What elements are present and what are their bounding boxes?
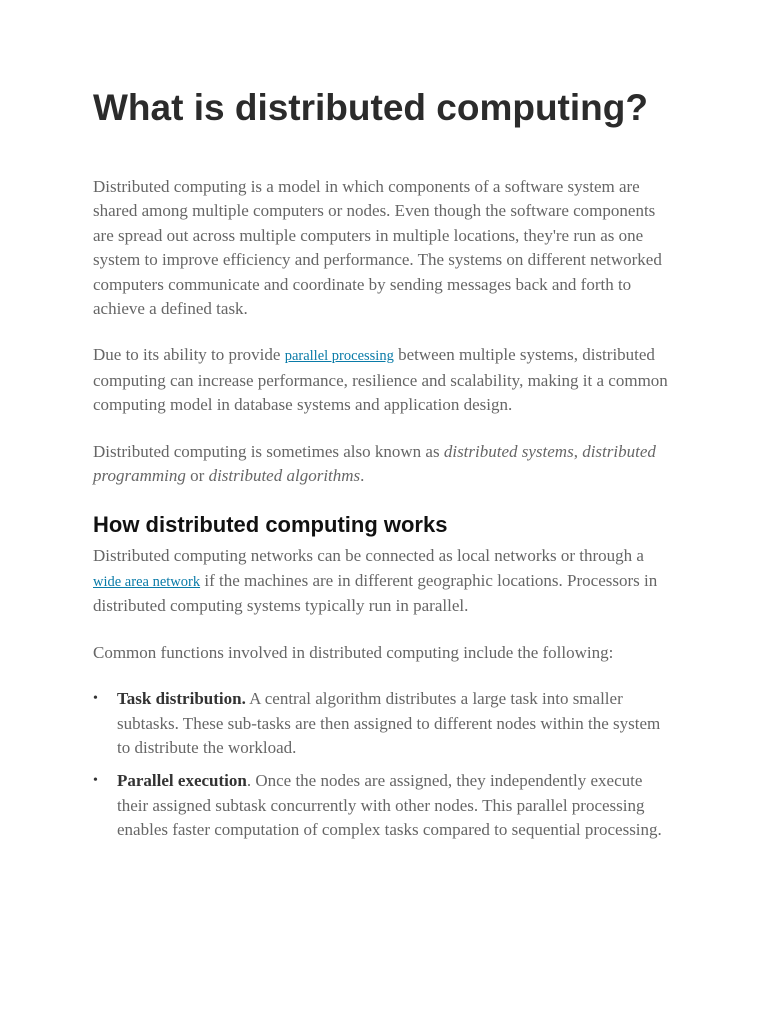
bullet-icon: • (93, 773, 98, 789)
paragraph-text: Distributed computing is sometimes also known as (93, 441, 444, 461)
term-distributed-systems: distributed systems (443, 441, 574, 461)
intro-paragraph: Distributed computing is a model in which components of a software system are shared among multiple computers or nodes. Even though the software components are spread out across multiple computers in multiple locations, they're run as one system to improve efficiency and performance. The systems on different networked computers communicate and coordinate by sending messages back and forth to achieve a defined task. (93, 177, 662, 319)
parallel-processing-paragraph (93, 343, 675, 417)
parallel-processing-link[interactable]: parallel processing (284, 348, 394, 365)
wide-area-network-link[interactable]: wide area network (93, 573, 201, 590)
bullet-icon: • (93, 691, 98, 707)
list-item-text: A central algorithm distributes a large task into smaller subtasks. These sub-tasks are then assigned to different nodes within the system to distribute the workload. (117, 689, 661, 757)
separator-text: or (185, 466, 209, 486)
paragraph-text: between multiple systems, distributed computing can increase performance, resilience and scalability, making it a common computing model in database systems and application design. (93, 345, 668, 415)
aka-paragraph (93, 440, 675, 489)
term-distributed-programming: distributed programming (93, 441, 656, 486)
separator-text: , (573, 441, 583, 461)
section-heading: How distributed computing works (93, 512, 448, 538)
list-item (93, 687, 675, 760)
list-item-title: Parallel execution (117, 771, 247, 791)
term-distributed-algorithms: distributed algorithms (208, 466, 361, 486)
list-item (93, 769, 675, 842)
page-title: What is distributed computing? (93, 87, 648, 128)
paragraph-text: if the machines are in different geographic locations. Processors in distributed computing systems typically run in parallel. (93, 570, 658, 616)
list-item-text: . Once the nodes are assigned, they independently execute their assigned subtask concurrently with other nodes. This parallel processing enables faster computation of complex tasks compared to sequential processing. (117, 771, 662, 840)
sentence-end: . (360, 466, 365, 486)
list-item-title: Task distribution. (117, 689, 246, 709)
paragraph-text: Due to its ability to provide (93, 345, 285, 365)
functions-intro-paragraph: Common functions involved in distributed computing include the following: (93, 642, 614, 662)
networks-paragraph (93, 544, 675, 618)
paragraph-text: Distributed computing networks can be connected as local networks or through a (93, 546, 644, 566)
functions-list (93, 687, 675, 842)
